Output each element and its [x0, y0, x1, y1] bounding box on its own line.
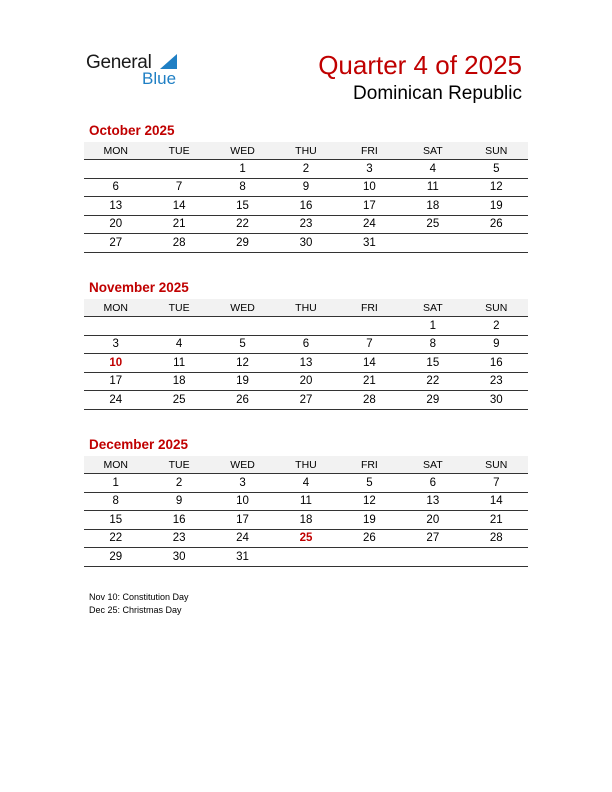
holiday-day-cell: 25 — [274, 529, 337, 548]
day-cell: 23 — [274, 215, 337, 234]
day-cell: 23 — [147, 529, 210, 548]
day-cell: 27 — [401, 529, 464, 548]
day-cell: 26 — [338, 529, 401, 548]
day-cell: 8 — [211, 178, 274, 197]
day-cell: 7 — [465, 474, 528, 493]
week-row — [84, 548, 528, 567]
weekday-header: MON — [84, 142, 147, 160]
day-cell: 28 — [465, 529, 528, 548]
month-october — [84, 123, 528, 253]
weekday-header: FRI — [338, 142, 401, 160]
day-cell: 25 — [401, 215, 464, 234]
day-cell: 9 — [274, 178, 337, 197]
day-cell: 16 — [465, 354, 528, 373]
day-cell: 5 — [211, 335, 274, 354]
weekday-header: SAT — [401, 299, 464, 317]
weekday-header: TUE — [147, 299, 210, 317]
weekday-header: SUN — [465, 456, 528, 474]
day-cell: 26 — [211, 391, 274, 410]
day-cell: 5 — [465, 160, 528, 179]
empty-day-cell — [147, 317, 210, 336]
day-cell: 11 — [274, 492, 337, 511]
day-cell: 24 — [338, 215, 401, 234]
day-cell: 19 — [211, 372, 274, 391]
day-cell: 7 — [147, 178, 210, 197]
weekday-header: SAT — [401, 456, 464, 474]
holiday-day-cell: 10 — [84, 354, 147, 373]
day-cell: 31 — [211, 548, 274, 567]
day-cell: 21 — [465, 511, 528, 530]
day-cell: 4 — [274, 474, 337, 493]
weekday-header-row — [84, 142, 528, 160]
day-cell: 28 — [338, 391, 401, 410]
empty-day-cell — [401, 548, 464, 567]
month-december — [84, 437, 528, 567]
empty-day-cell — [84, 160, 147, 179]
day-cell: 12 — [465, 178, 528, 197]
day-cell: 18 — [147, 372, 210, 391]
week-row — [84, 529, 528, 548]
day-cell: 2 — [274, 160, 337, 179]
holiday-note: Nov 10: Constitution Day — [89, 592, 189, 602]
day-cell: 16 — [147, 511, 210, 530]
empty-day-cell — [465, 548, 528, 567]
weekday-header: TUE — [147, 456, 210, 474]
day-cell: 26 — [465, 215, 528, 234]
holiday-notes — [89, 591, 189, 616]
day-cell: 4 — [401, 160, 464, 179]
day-cell: 6 — [84, 178, 147, 197]
country-name: Dominican Republic — [353, 83, 522, 104]
day-cell: 10 — [338, 178, 401, 197]
empty-day-cell — [147, 160, 210, 179]
holiday-note: Dec 25: Christmas Day — [89, 604, 182, 615]
day-cell: 15 — [401, 354, 464, 373]
day-cell: 13 — [84, 197, 147, 216]
weekday-header: MON — [84, 299, 147, 317]
weekday-header-row — [84, 299, 528, 317]
logo-text-blue: Blue — [142, 69, 177, 88]
day-cell: 14 — [338, 354, 401, 373]
month-november — [84, 280, 528, 410]
weekday-header: WED — [211, 456, 274, 474]
day-cell: 30 — [147, 548, 210, 567]
logo-text-general: General — [86, 52, 152, 73]
weekday-header: MON — [84, 456, 147, 474]
day-cell: 2 — [147, 474, 210, 493]
day-cell: 3 — [211, 474, 274, 493]
day-cell: 25 — [147, 391, 210, 410]
week-row — [84, 160, 528, 179]
weekday-header: WED — [211, 299, 274, 317]
day-cell: 10 — [211, 492, 274, 511]
empty-day-cell — [274, 548, 337, 567]
day-cell: 3 — [84, 335, 147, 354]
weekday-header: FRI — [338, 299, 401, 317]
week-row — [84, 474, 528, 493]
day-cell: 27 — [84, 234, 147, 253]
generalblue-logo — [86, 52, 186, 92]
month-title: November 2025 — [89, 280, 189, 295]
day-cell: 7 — [338, 335, 401, 354]
day-cell: 15 — [84, 511, 147, 530]
day-cell: 22 — [211, 215, 274, 234]
day-cell: 12 — [211, 354, 274, 373]
empty-day-cell — [211, 317, 274, 336]
day-cell: 17 — [211, 511, 274, 530]
day-cell: 16 — [274, 197, 337, 216]
day-cell: 12 — [338, 492, 401, 511]
day-cell: 30 — [465, 391, 528, 410]
week-row — [84, 215, 528, 234]
day-cell: 19 — [338, 511, 401, 530]
week-row — [84, 178, 528, 197]
empty-day-cell — [84, 317, 147, 336]
week-row — [84, 317, 528, 336]
day-cell: 24 — [211, 529, 274, 548]
empty-day-cell — [338, 317, 401, 336]
day-cell: 20 — [84, 215, 147, 234]
day-cell: 14 — [465, 492, 528, 511]
day-cell: 22 — [84, 529, 147, 548]
day-cell: 20 — [401, 511, 464, 530]
day-cell: 13 — [274, 354, 337, 373]
day-cell: 13 — [401, 492, 464, 511]
day-cell: 8 — [84, 492, 147, 511]
week-row — [84, 372, 528, 391]
day-cell: 5 — [338, 474, 401, 493]
day-cell: 8 — [401, 335, 464, 354]
day-cell: 30 — [274, 234, 337, 253]
day-cell: 6 — [274, 335, 337, 354]
empty-day-cell — [338, 548, 401, 567]
day-cell: 9 — [147, 492, 210, 511]
weekday-header-row — [84, 456, 528, 474]
week-row — [84, 335, 528, 354]
day-cell: 22 — [401, 372, 464, 391]
week-row — [84, 354, 528, 373]
day-cell: 11 — [147, 354, 210, 373]
day-cell: 17 — [338, 197, 401, 216]
day-cell: 15 — [211, 197, 274, 216]
weekday-header: FRI — [338, 456, 401, 474]
day-cell: 20 — [274, 372, 337, 391]
day-cell: 1 — [84, 474, 147, 493]
day-cell: 14 — [147, 197, 210, 216]
day-cell: 18 — [401, 197, 464, 216]
day-cell: 29 — [211, 234, 274, 253]
day-cell: 6 — [401, 474, 464, 493]
empty-day-cell — [465, 234, 528, 253]
calendar-table — [84, 142, 528, 253]
day-cell: 17 — [84, 372, 147, 391]
month-title: December 2025 — [89, 437, 189, 452]
weekday-header: THU — [274, 142, 337, 160]
weekday-header: THU — [274, 456, 337, 474]
day-cell: 21 — [338, 372, 401, 391]
month-title: October 2025 — [89, 123, 175, 138]
day-cell: 2 — [465, 317, 528, 336]
weekday-header: SAT — [401, 142, 464, 160]
calendar-table — [84, 456, 528, 567]
day-cell: 19 — [465, 197, 528, 216]
logo-triangle-icon — [160, 54, 177, 69]
weekday-header: SUN — [465, 299, 528, 317]
day-cell: 31 — [338, 234, 401, 253]
week-row — [84, 234, 528, 253]
weekday-header: WED — [211, 142, 274, 160]
empty-day-cell — [401, 234, 464, 253]
weekday-header: TUE — [147, 142, 210, 160]
day-cell: 24 — [84, 391, 147, 410]
day-cell: 1 — [401, 317, 464, 336]
day-cell: 9 — [465, 335, 528, 354]
day-cell: 28 — [147, 234, 210, 253]
week-row — [84, 511, 528, 530]
day-cell: 4 — [147, 335, 210, 354]
day-cell: 21 — [147, 215, 210, 234]
day-cell: 1 — [211, 160, 274, 179]
day-cell: 18 — [274, 511, 337, 530]
week-row — [84, 391, 528, 410]
weekday-header: SUN — [465, 142, 528, 160]
day-cell: 3 — [338, 160, 401, 179]
weekday-header: THU — [274, 299, 337, 317]
day-cell: 29 — [84, 548, 147, 567]
day-cell: 29 — [401, 391, 464, 410]
day-cell: 11 — [401, 178, 464, 197]
page-title: Quarter 4 of 2025 — [318, 50, 522, 80]
day-cell: 27 — [274, 391, 337, 410]
empty-day-cell — [274, 317, 337, 336]
week-row — [84, 492, 528, 511]
week-row — [84, 197, 528, 216]
calendar-table — [84, 299, 528, 410]
day-cell: 23 — [465, 372, 528, 391]
